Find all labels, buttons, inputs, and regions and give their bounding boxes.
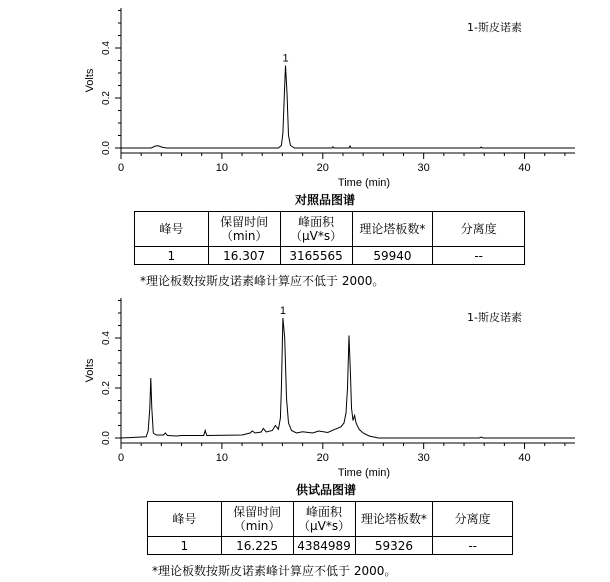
header-theoretical-plates: 理论塔板数* — [355, 502, 433, 537]
footnote-text: *理论板数按斯皮诺素峰计算应不低于 2000。 — [140, 274, 385, 288]
chromatogram-trace — [121, 66, 575, 149]
compound-annotation: 1-斯皮诺素 — [467, 311, 522, 324]
header-resolution: 分离度 — [433, 212, 525, 247]
table-row — [135, 247, 525, 265]
x-tick-label: 20 — [316, 452, 329, 464]
x-tick-label: 0 — [117, 452, 125, 464]
reference-footnote — [140, 272, 384, 289]
table-header-row — [135, 212, 525, 247]
x-tick-label: 30 — [417, 162, 430, 174]
y-axis-label: Volts — [84, 358, 96, 383]
x-tick-label: 40 — [518, 162, 531, 174]
cell-peak-no: 1 — [135, 247, 209, 265]
peak-label: 1 — [282, 52, 289, 65]
cell-retention-time: 16.307 — [208, 247, 280, 265]
cell-peak-no: 1 — [148, 537, 222, 555]
x-tick-label: 40 — [518, 452, 531, 464]
header-retention-time: 保留时间 （min） — [208, 212, 280, 247]
sample-footnote — [152, 562, 396, 579]
x-tick-label: 0 — [117, 162, 125, 174]
table-row — [148, 537, 513, 555]
y-tick-label: 0.0 — [101, 141, 112, 155]
x-axis-label: Time (min) — [337, 177, 391, 189]
header-retention-time: 保留时间 （min） — [221, 502, 293, 537]
chromatogram-trace — [121, 318, 575, 438]
header-peak-area: 峰面积 （µV*s） — [293, 502, 355, 537]
reference-peak-table — [134, 211, 525, 265]
header-resolution: 分离度 — [433, 502, 513, 537]
cell-peak-area: 3165565 — [280, 247, 352, 265]
cell-resolution: -- — [433, 537, 513, 555]
y-tick-label: 0.2 — [101, 91, 112, 105]
x-axis-label: Time (min) — [337, 467, 391, 479]
peak-label: 1 — [279, 305, 286, 317]
table-header-row — [148, 502, 513, 537]
x-tick-label: 20 — [316, 162, 329, 174]
y-tick-label: 0.2 — [101, 381, 112, 395]
cell-retention-time: 16.225 — [221, 537, 293, 555]
cell-peak-area: 4384989 — [293, 537, 355, 555]
header-theoretical-plates: 理论塔板数* — [352, 212, 433, 247]
y-tick-label: 0.4 — [101, 331, 112, 345]
y-tick-label: 0.4 — [101, 41, 112, 55]
header-peak-no: 峰号 — [135, 212, 209, 247]
footnote-text: *理论板数按斯皮诺素峰计算应不低于 2000。 — [152, 564, 397, 578]
cell-theoretical-plates: 59940 — [352, 247, 433, 265]
x-tick-label: 10 — [215, 162, 229, 174]
reference-chromatogram — [0, 0, 610, 190]
y-axis-label: Volts — [84, 68, 96, 93]
header-peak-area: 峰面积 （µV*s） — [280, 212, 352, 247]
sample-section-title: 供试品图谱 — [296, 483, 357, 497]
cell-theoretical-plates: 59326 — [355, 537, 433, 555]
x-tick-label: 30 — [417, 452, 430, 464]
x-tick-label: 10 — [215, 452, 229, 464]
reference-section-title: 对照品图谱 — [295, 193, 356, 207]
sample-chromatogram — [0, 290, 610, 480]
sample-peak-table — [147, 501, 513, 555]
header-peak-no: 峰号 — [148, 502, 222, 537]
y-tick-label: 0.0 — [101, 431, 112, 445]
cell-resolution: -- — [433, 247, 525, 265]
compound-annotation: 1-斯皮诺素 — [467, 21, 522, 34]
